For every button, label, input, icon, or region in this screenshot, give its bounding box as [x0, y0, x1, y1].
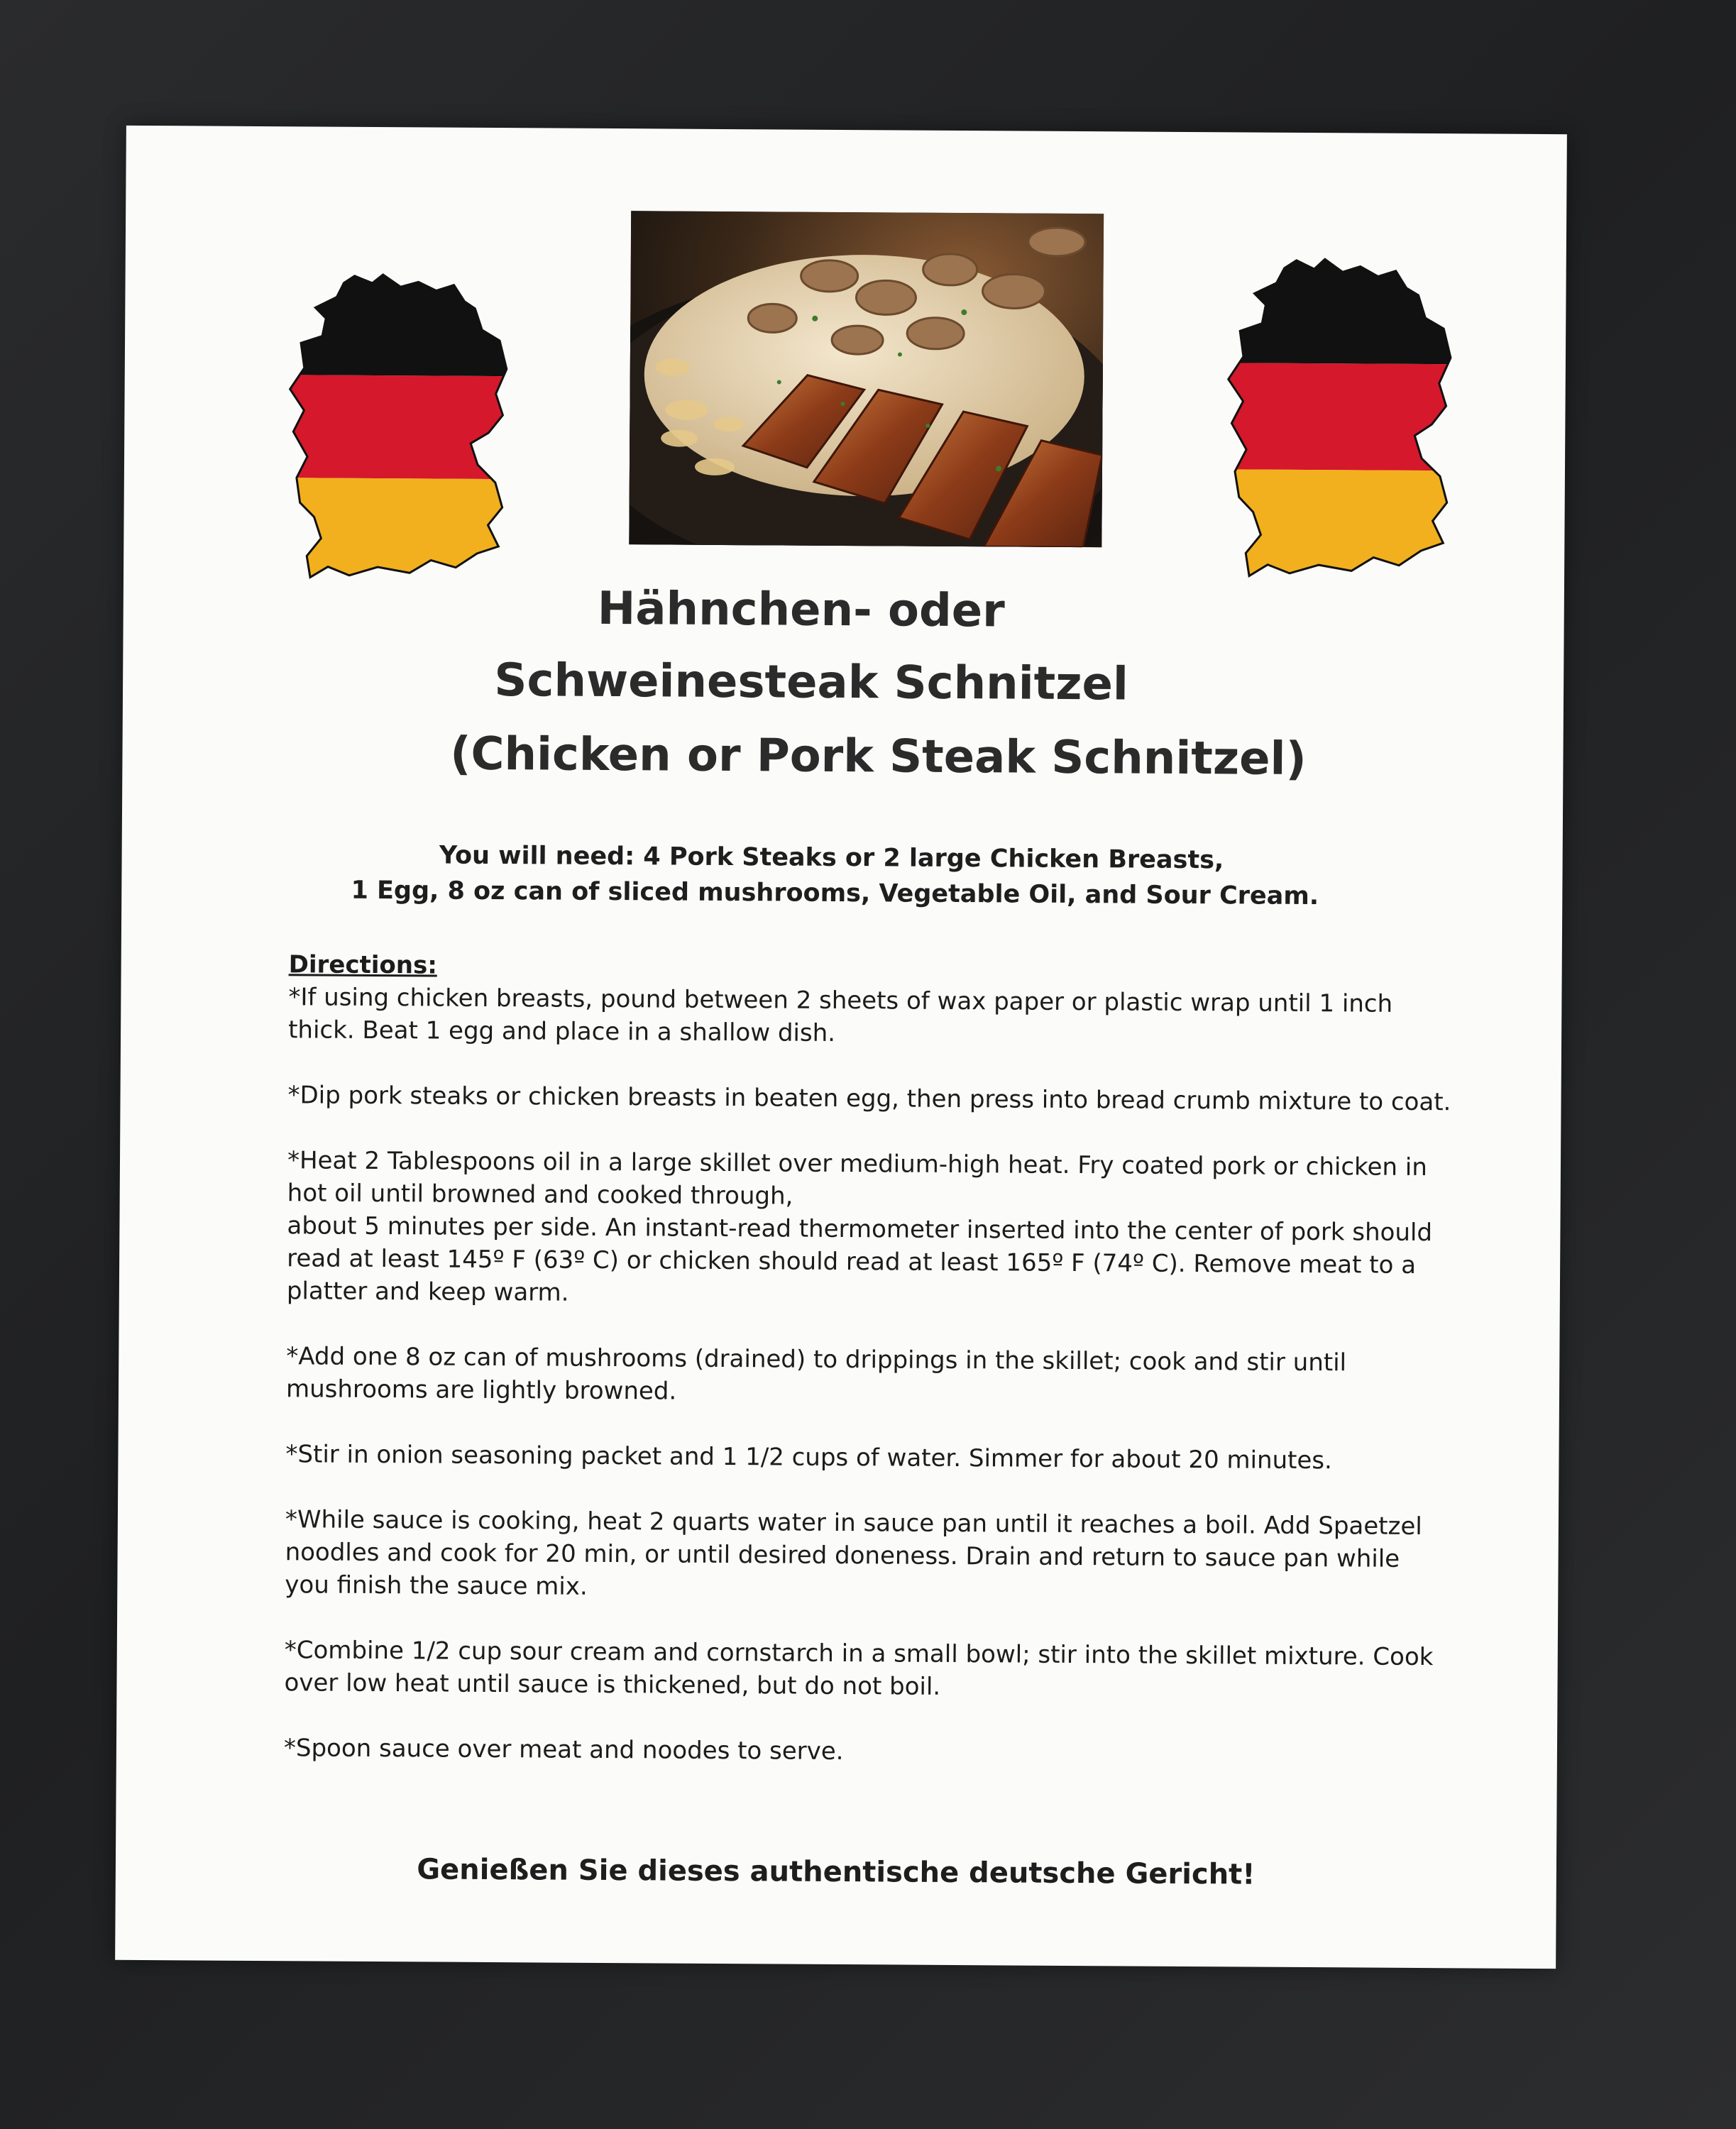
- directions-heading: Directions:: [288, 950, 437, 980]
- flag-band-black: [1225, 253, 1467, 364]
- germany-flag-map-right: [1224, 253, 1467, 581]
- flag-band-red: [1224, 363, 1466, 471]
- direction-step: *Combine 1/2 cup sour cream and cornstarch in a small bowl; stir into the skillet mixture. Cook over low heat until sauce is thickened, but do not boil.: [284, 1636, 1434, 1701]
- direction-step: *Stir in onion seasoning packet and 1 1/2 cups of water. Simmer for about 20 minutes.: [285, 1440, 1333, 1475]
- direction-step: *If using chicken breasts, pound between 2 sheets of wax paper or plastic wrap until 1 inch thick. Beat 1 egg and place in a shallow dish.: [288, 983, 1393, 1047]
- ingredients-line-1: You will need: 4 Pork Steaks or 2 large Chicken Breasts,: [439, 841, 1224, 875]
- closing-message: Genießen Sie dieses authentische deutsche Gericht!: [417, 1853, 1256, 1891]
- recipe-sheet: [115, 126, 1567, 1969]
- flag-band-red: [286, 375, 521, 479]
- title-german-line-2: Schweinesteak Schnitzel: [494, 654, 1129, 711]
- direction-step: *Add one 8 oz can of mushrooms (drained) to drippings in the skillet; cook and stir until mushrooms are lightly browned.: [285, 1342, 1347, 1406]
- direction-step: *While sauce is cooking, heat 2 quarts water in sauce pan until it reaches a boil. Add Spaetzel noodles and cook for 20 min, or until desired doneness. Drain and return to sauce pan while you finish the sauce mix.: [285, 1505, 1422, 1601]
- flag-band-gold: [1224, 469, 1466, 581]
- directions-section: [284, 948, 1453, 1804]
- ingredients-line-2: 1 Egg, 8 oz can of sliced mushrooms, Vegetable Oil, and Sour Cream.: [351, 876, 1319, 911]
- flag-band-black: [287, 268, 522, 376]
- direction-step: *Heat 2 Tablespoons oil in a large skillet over medium-high heat. Fry coated pork or chicken in hot oil until browned and cooked through, about 5 minutes per side. An instant-read thermometer inserted into the center of pork should read at least 145º F (63º C) or chicken should read at least 165º F (74º C). Remove meat to a platter and keep warm.: [286, 1146, 1433, 1307]
- flag-band-gold: [285, 478, 520, 582]
- title-english: (Chicken or Pork Steak Schnitzel): [450, 727, 1307, 786]
- schnitzel-photo: [629, 211, 1104, 547]
- direction-step: *Spoon sauce over meat and noodes to serve.: [283, 1734, 844, 1766]
- direction-step: *Dip pork steaks or chicken breasts in beaten egg, then press into bread crumb mixture to coat.: [287, 1081, 1451, 1117]
- title-german-line-1: Hähnchen- oder: [597, 582, 1005, 638]
- germany-flag-map-left: [285, 268, 522, 582]
